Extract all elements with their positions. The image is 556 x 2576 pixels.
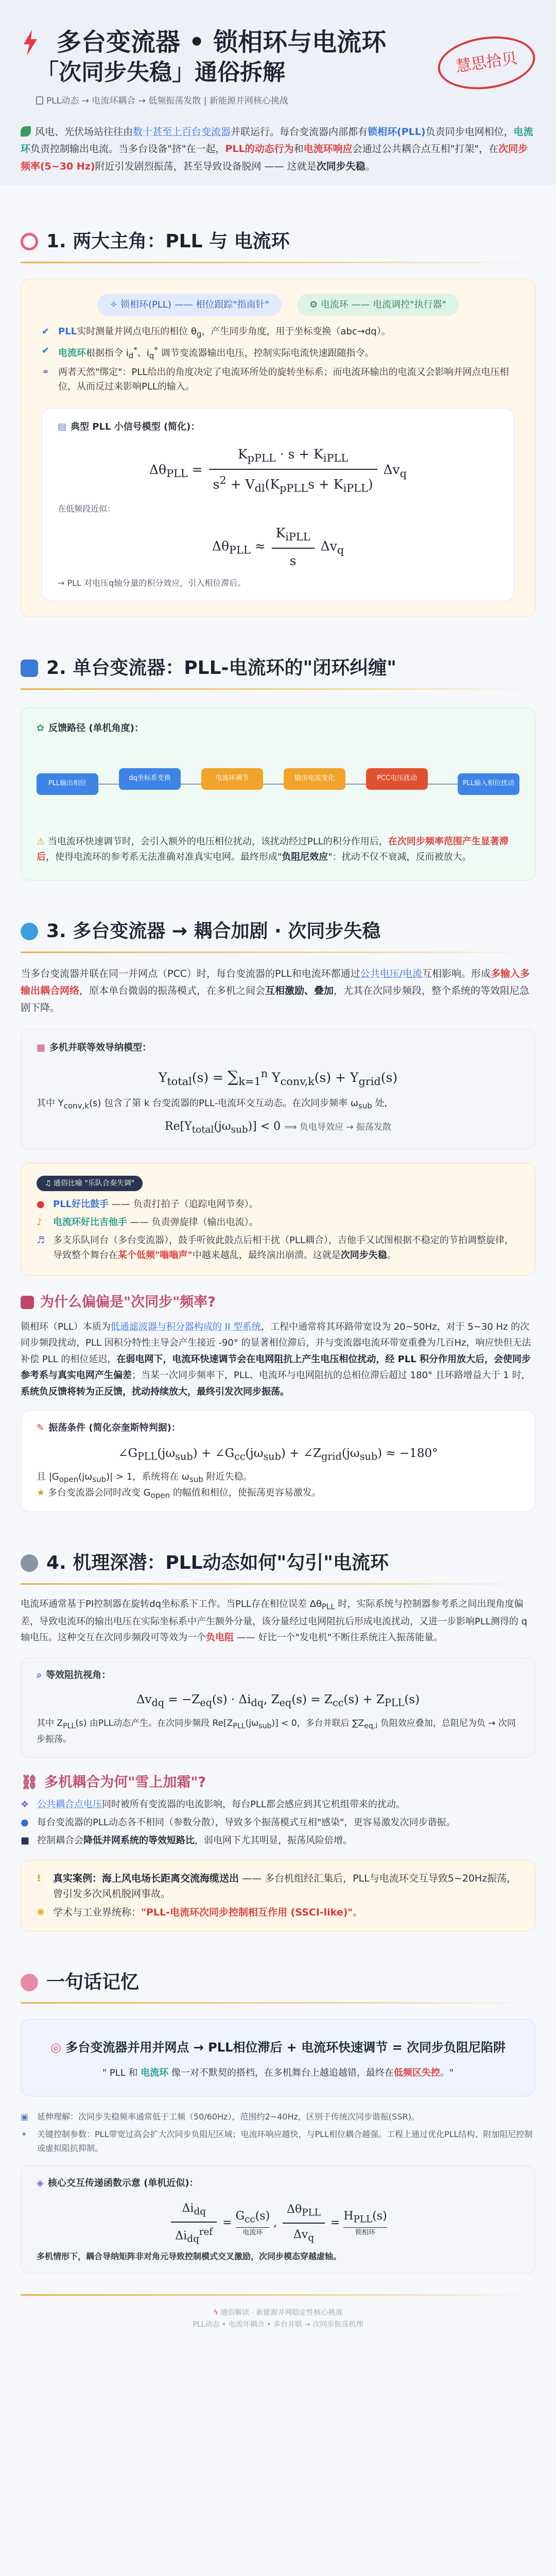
memo-main: ◎ 多台变流器并用并网点 → PLL相位滞后 + 电流环快速调节 = 次同步负阻尼陷阱	[50, 2040, 506, 2055]
node-dq-transform: dq坐标系变换	[119, 768, 181, 790]
chain-icon: ⛓	[21, 1774, 39, 1791]
extra-notes	[21, 2110, 535, 2155]
equivalent-impedance-note: 其中 $Z_{PLL}(s)$ 由PLL动态产生。在次同步频段 $Re[Z_{PLL}(j\omega_{sub})] < 0$，多台并联后 $\sum Z_{eq,i}$ 负阻效应叠加，总阻尼为负 → 次同步振荡。	[37, 1718, 516, 1745]
section-divider	[21, 952, 535, 953]
node-current-change: 输出电流变化	[284, 768, 345, 790]
section-3	[0, 880, 556, 1512]
target-icon: ◎	[50, 2040, 66, 2055]
sprout-icon: ✿	[37, 723, 45, 734]
question-icon	[21, 1296, 34, 1309]
real-case-card	[21, 1860, 535, 1931]
section-4-para: 电流环通常基于PI控制器在旋转dq坐标系下工作。当PLL存在相位误差 $\Delta\theta_{PLL}$ 时，实际系统与控制器参考系之间出现角度偏差，导致电流环的输出电压在实际坐标系中产生额外分量，该分量经过电网阻抗后形成电流扰动，又进一步影响PLL测得的 q 轴电压。这种交互在次同步频段可等效为一个负电阻 —— 好比一个"发电机"不断往系统注入振荡能量。	[21, 1598, 528, 1643]
cube-icon: ◈	[37, 2178, 44, 2189]
pll-model-box	[42, 408, 514, 601]
pin-icon: ✎	[37, 1422, 45, 1434]
chart-icon: ▤	[58, 421, 67, 433]
magnifier-icon: ⌕	[37, 1669, 42, 1681]
section-divider	[21, 1583, 535, 1585]
analogy-tag: ♫ 通俗比喻 "乐队合奏失调"	[37, 1176, 143, 1191]
brain-icon	[21, 1974, 38, 1991]
section-5-title: 一句话记忆	[21, 1968, 535, 1997]
lightbulb-icon: ✺	[37, 1907, 45, 1919]
equivalent-impedance-box	[21, 1657, 535, 1758]
impedance-note: 其中 $Y_{conv,k}(s)$ 包含了第 k 台变流器的PLL-电流环交互动态。在次同步频率 $\omega_{sub}$ 处,	[37, 1098, 388, 1111]
leaf-icon	[21, 126, 31, 137]
bullet-pll: ✔ PLL实时测量并网点电压的相位 $\theta_g$，产生同步角度，用于坐标变换（abc→dq）。	[42, 325, 514, 341]
note-extension: ▣ 延伸理解：次同步失稳频率通常低于工频（50/60Hz），范围约2~40Hz，区别于传统次同步谐振(SSR)。	[21, 2110, 535, 2124]
transfer-function-note: 多机情形下，耦合导纳矩阵非对角元导致控制模式交叉激励，次同步模态穿越虚轴。	[37, 2251, 342, 2261]
bullet-icon: ❖	[21, 1799, 29, 1810]
feedback-warning: ⚠ 当电流环快速调节时，会引入额外的电压相位扰动，该扰动经过PLL的积分作用后，在次同步频率范围产生显著滞后，使得电流环的参考系无法准确对准真实电网。最终形成"负阻尼效应"：扰动不仅不衰减，反而被放大。	[37, 836, 509, 863]
wrench-icon: ✦	[21, 2129, 28, 2139]
star-icon: ★	[37, 1487, 48, 1498]
equivalent-impedance-formula: $\Delta v_{dq} = -Z_{eq}(s) \cdot \Delta i_{dq}$, $Z_{eq}(s) = Z_{cc}(s) + Z_{PLL}(s)$	[136, 1692, 420, 1709]
seal-stamp: 慧思拾贝	[435, 30, 538, 95]
pll-cc-card	[21, 279, 535, 618]
target-icon	[21, 233, 38, 250]
check-icon: ✔	[42, 326, 50, 337]
drum-icon: ●	[37, 1199, 45, 1210]
oscillation-condition-title: ✎ 振荡条件 (简化奈奎斯特判据)：	[37, 1421, 519, 1436]
multi-coupling-list	[21, 1798, 535, 1848]
impedance-model-box	[21, 1029, 535, 1149]
analogy-guitarist: ♪ 电流环好比吉他手 —— 负责弹旋律（输出电流）。	[37, 1215, 519, 1230]
pll-model-title: ▤ 典型 PLL 小信号模型 (简化)：	[58, 420, 498, 435]
multi-coupling-1: ❖ 公共耦合点电压同时被所有变流器的电流影响，每台PLL都会感应到其它机组带来的扰动。	[21, 1798, 535, 1812]
oscillation-formula: $\angle G_{PLL}(j\omega_{sub})$ + $\angle G_{cc}(j\omega_{sub})$ + $\angle Z_{grid}(j\omega_{sub}) \approx -180^\circ$	[118, 1446, 438, 1463]
section-4-title: 4. 机理深潜：PLL动态如何"勾引"电流环	[21, 1548, 535, 1578]
section-3-para: 当多台变流器并联在同一并网点（PCC）时，每台变流器的PLL和电流环都通过公共电压/电流互相影响。形成多输入多输出耦合网络，原本单台微弱的振荡模式，在多机之间会互相激励、叠加，尤其在次同步频段，整个系统的等效阻尼急剧下降。	[21, 968, 530, 1014]
gear-icon	[21, 1554, 38, 1572]
oscillation-condition-gain: 且 $|G_{open}(j\omega_{sub})| > 1$，系统将在 $\omega_{sub}$ 附近失稳。	[37, 1471, 253, 1484]
bullet-current-loop: ✔ 电流环根据指令 $i_d^*$、$i_q^*$ 调节变流器输出电压，控制实际电流快速跟随指令。	[42, 344, 514, 362]
footer-line-2: PLL动态 • 电流环耦合 • 多台并联 → 次同步振荡机理	[193, 2320, 363, 2329]
bullet-icon: ●	[21, 1817, 29, 1828]
satellite-icon: ✧	[110, 299, 120, 310]
bolt-icon: ϟ	[213, 2309, 221, 2317]
globe-icon	[21, 923, 38, 940]
impedance-model-title: ▦ 多机并联等效导纳模型：	[37, 1041, 519, 1056]
transfer-function-title: ◈ 核心交互传递函数示意 (单机近似)：	[37, 2176, 519, 2191]
oscillation-condition-multi: ★ 多台变流器会同时改变 $G_{open}$ 的幅值和相位，使振荡更容易激发。	[37, 1487, 321, 1500]
feedback-title: ✿ 反馈路径 (单机角度)：	[37, 721, 519, 736]
analogy-band: ♬ 多支乐队同台（多台变流器），鼓手听彼此鼓点后相干扰（PLL耦合），吉他手又试图根据不稳定的节拍调整旋律，导致整个舞台在某个低频"嗡嗡声"中越来越乱，最终演出崩溃。这就是次同步失稳。	[37, 1233, 519, 1263]
multi-coupling-title: ⛓ 多机耦合为何"雪上加霜"?	[21, 1771, 535, 1793]
impedance-result: $Re[Y_{total}(j\omega_{sub})] < 0$ ⟹ 负电导效应 → 振荡发散	[165, 1120, 391, 1136]
section-divider	[21, 688, 535, 690]
intro-paragraph: 风电、光伏场站往往由数十甚至上百台变流器并联运行。每台变流器内部都有锁相环(PLL)负责同步电网相位，电流环负责控制输出电流。当多台设备"挤"在一起，PLL的动态行为和电流环响应会通过公共耦合点互相"打架"，在次同步频率(5~30 Hz)附近引发剧烈振荡，甚至导致设备脱网 —— 这就是次同步失稳。	[21, 126, 533, 172]
pll-model-formula: $\Delta\theta_{PLL}$ = $\frac{K_{pPLL} \cdot s + K_{iPLL}}{s^2 + V_{dl}(K_{pPLL}s + K_{iPLL})}$ $\Delta v_q$	[58, 444, 498, 497]
link-icon: ⚭	[42, 366, 50, 378]
check-icon: ✔	[42, 345, 50, 356]
page-title: 多台变流器 • 锁相环与电流环	[57, 28, 387, 57]
analogy-list	[37, 1197, 519, 1263]
alert-icon: !	[37, 1872, 41, 1884]
why-subsync-title: 为什么偏偏是"次同步"频率?	[21, 1291, 535, 1313]
section-4	[0, 1512, 556, 1931]
node-current-loop: 电流环调节	[201, 768, 263, 790]
equivalent-impedance-title: ⌕ 等效阻抗视角：	[37, 1668, 519, 1683]
pill-pll: ✧ 锁相环(PLL) —— 相位跟踪"指南针"	[97, 294, 282, 317]
memo-card	[21, 2019, 535, 2096]
multi-coupling-2: ● 每台变流器的PLL动态各不相同（参数分散），导致多个振荡模式互相"感染"，更容易激发次同步谐振。	[21, 1816, 535, 1831]
role-pills	[42, 294, 514, 317]
impedance-formula: $Y_{total}(s) = \sum_{k=1}^n$ $Y_{conv,k}(s) + Y_{grid}(s)$	[158, 1067, 398, 1088]
footer-line-1: ϟ 通俗解读 · 新能源并网稳定性核心挑战	[213, 2309, 343, 2317]
book-icon: ▣	[21, 2112, 29, 2122]
page-subtitle: 「次同步失稳」通俗拆解	[36, 59, 285, 86]
speaker-icon: ♬	[37, 1234, 45, 1246]
real-case-line: ! 真实案例：海上风电场长距离交流海缆送出 —— 多台机组经汇集后，PLL与电流环交互导致5~20Hz振荡，曾引发多次风机脱网事故。	[37, 1871, 519, 1902]
footer	[0, 2296, 556, 2351]
section-2-title: 2. 单台变流器：PLL-电流环的"闭环纠缠"	[21, 653, 535, 683]
loop-icon	[21, 659, 38, 677]
oscillation-condition-box	[21, 1410, 535, 1512]
section-3-title: 3. 多台变流器 → 耦合加剧 · 次同步失稳	[21, 917, 535, 946]
multi-coupling-3: ■ 控制耦合会降低并网系统的等效短路比，弱电网下尤其明显，振荡风险倍增。	[21, 1834, 535, 1849]
transfer-function-box	[21, 2165, 535, 2274]
analogy-drummer: ● PLL好比鼓手 —— 负责打拍子（追踪电网节奏）。	[37, 1197, 519, 1212]
header	[0, 0, 556, 185]
why-subsync-para: 锁相环（PLL）本质为低通滤波器与积分器构成的 II 型系统，工程中通常将其环路带宽设为 20~50Hz，对于 5~30 Hz 的次同步频段扰动，PLL 因积分特性主导会产生接近 -90° 的显著相位滞后，并与变流器电流环带宽重叠为几百Hz，响应快但无法补偿 PLL 的相位延迟，在弱电网下，电流环快速调节会在电网阻抗上产生电压相位扰动，经 PLL 积分作用放大后，会使同步参考系与真实电网产生偏差；当某一次同步频率下，PLL、电流环与电网阻抗的总相位滞后超过 180° 且环路增益大于 1 时，系统负反馈将转为正反馈，扰动持续放大，最终引发次同步振荡。	[21, 1321, 531, 1397]
role-bullets	[42, 325, 514, 395]
feedback-card	[21, 707, 535, 880]
analogy-card	[21, 1163, 535, 1276]
doc-icon	[36, 96, 43, 105]
guitar-icon: ♪	[37, 1216, 43, 1228]
calculator-icon: ▦	[37, 1042, 46, 1054]
tagline: PLL动态 → 电流环耦合 → 低频振荡发散 | 新能源并网核心挑战	[36, 94, 525, 108]
transfer-function-formula: $\frac{\Delta i_{dq}}{\Delta i_{dq}^{ref}}$ = $G_{cc}(s)$ 电流环 , $\frac{\Delta\theta_{PLL}}{\Delta v_q}$ = $H_{PLL}(s)$ 锁相环	[37, 2199, 519, 2247]
pll-model-note: → PLL 对电压q轴分量的积分效应，引入相位滞后。	[58, 578, 246, 588]
section-divider	[21, 262, 535, 263]
pll-model-low-freq: 在低频段近似：	[58, 503, 116, 514]
section-1	[0, 185, 556, 617]
pill-current-loop: ⚙ 电流环 —— 电流调控"执行器"	[297, 294, 459, 317]
section-1-title: 1. 两大主角：PLL 与 电流环	[21, 227, 535, 257]
section-divider	[21, 2002, 535, 2004]
plug-icon: ⚙	[309, 299, 321, 310]
pll-model-approx: $\Delta\theta_{PLL}$ ≈ $\frac{K_{iPLL}}{s}$ $\Delta v_q$	[58, 523, 498, 571]
lightning-icon	[23, 30, 38, 56]
section-2	[0, 617, 556, 880]
feedback-diagram	[37, 736, 519, 834]
node-pll-output: PLL输出相位	[37, 773, 98, 795]
node-pll-input: PLL输入相位扰动	[458, 773, 519, 795]
bullet-coupling: ⚭ 两者天然"绑定"：PLL给出的角度决定了电流环所处的旋转坐标系；而电流环输出的电流又会影响并网点电压相位，从而反过来影响PLL的输入。	[42, 365, 514, 395]
academic-term-line: ✺ 学术与工业界统称："PLL-电流环次同步控制相互作用 (SSCI-like)"。	[37, 1905, 519, 1920]
memo-sub: " PLL 和 电流环 像一对不默契的搭档，在多机舞台上越追越错，最终在低频区失控。"	[102, 2067, 454, 2078]
node-pcc-disturbance: PCC电压扰动	[366, 768, 428, 790]
note-parameters: ✦ 关键控制参数：PLL带宽过高会扩大次同步负阻尼区域；电流环响应越快，与PLL相位耦合越强。工程上通过优化PLL结构、附加阻尼控制或虚拟阻抗抑制。	[21, 2127, 535, 2155]
section-5	[0, 1931, 556, 2274]
music-icon: ♫	[45, 1179, 54, 1188]
bullet-icon: ■	[21, 1835, 30, 1846]
warning-icon: ⚠	[37, 836, 48, 847]
